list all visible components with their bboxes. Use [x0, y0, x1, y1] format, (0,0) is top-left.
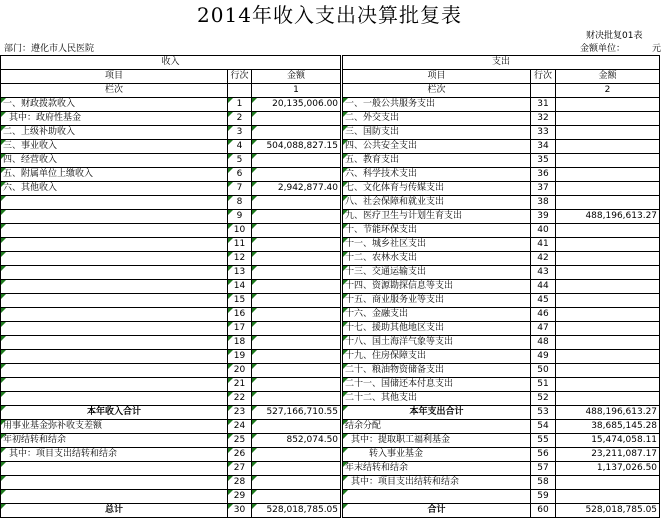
expense-item: 二、外交支出 [342, 112, 531, 126]
table-row [1, 448, 660, 462]
expense-amount [556, 392, 660, 406]
income-item: 其中：项目支出结转和结余 [1, 448, 228, 462]
expense-item: 二十二、其他支出 [342, 392, 531, 406]
expense-row-number: 33 [531, 126, 556, 140]
income-row-number: 11 [228, 238, 252, 252]
income-amount [252, 490, 342, 504]
expense-row-number: 54 [531, 420, 556, 434]
income-item: 一、财政拨款收入 [1, 98, 228, 112]
income-row-number: 22 [228, 392, 252, 406]
income-row-number: 5 [228, 154, 252, 168]
income-amount [252, 224, 342, 238]
form-code: 财决批复01表 [586, 31, 643, 41]
income-item: 其中：政府性基金 [1, 112, 228, 126]
expense-item: 九、医疗卫生与计划生育支出 [342, 210, 531, 224]
table-row [1, 504, 660, 518]
table-row [1, 336, 660, 350]
income-rowno-header: 行次 [228, 70, 252, 84]
expense-amount [556, 224, 660, 238]
table-row [1, 476, 660, 490]
income-item: 三、事业收入 [1, 140, 228, 154]
income-item [1, 378, 228, 392]
expense-item: 其中：项目支出结转和结余 [342, 476, 531, 490]
table-row [1, 406, 660, 420]
table-row [1, 196, 660, 210]
income-row-number: 23 [228, 406, 252, 420]
table-row [1, 252, 660, 266]
expense-item [342, 490, 531, 504]
expense-row-number: 39 [531, 210, 556, 224]
expense-amount [556, 322, 660, 336]
income-item [1, 294, 228, 308]
table-row [1, 350, 660, 364]
income-item [1, 336, 228, 350]
expense-item: 十五、商业服务业等支出 [342, 294, 531, 308]
expense-row-number: 52 [531, 392, 556, 406]
income-col-index: 1 [252, 84, 342, 98]
expense-item: 四、公共安全支出 [342, 140, 531, 154]
income-item [1, 266, 228, 280]
income-row-number: 27 [228, 462, 252, 476]
expense-item: 十三、交通运输支出 [342, 266, 531, 280]
expense-amount [556, 280, 660, 294]
expense-amount [556, 126, 660, 140]
table-row [1, 392, 660, 406]
income-item [1, 364, 228, 378]
expense-row-number: 42 [531, 252, 556, 266]
income-item [1, 252, 228, 266]
income-row-number: 25 [228, 434, 252, 448]
income-row-number: 21 [228, 378, 252, 392]
report-title: 2014年收入支出决算批复表 [197, 3, 462, 27]
income-item [1, 280, 228, 294]
expense-item: 十八、国土海洋气象等支出 [342, 336, 531, 350]
expense-row-number: 49 [531, 350, 556, 364]
income-item [1, 238, 228, 252]
expense-item: 十六、金融支出 [342, 308, 531, 322]
income-item [1, 462, 228, 476]
income-row-number: 18 [228, 336, 252, 350]
expense-item: 结余分配 [342, 420, 531, 434]
expense-amount [556, 350, 660, 364]
income-row-number: 30 [228, 504, 252, 518]
income-item: 总计 [1, 504, 228, 518]
expense-amount [556, 182, 660, 196]
income-row-number: 9 [228, 210, 252, 224]
income-item [1, 224, 228, 238]
table-row [1, 238, 660, 252]
income-row-number: 10 [228, 224, 252, 238]
table-row [1, 224, 660, 238]
expense-item: 二十一、国储还本付息支出 [342, 378, 531, 392]
income-item: 年初结转和结余 [1, 434, 228, 448]
expense-item: 本年支出合计 [342, 406, 531, 420]
income-row-number: 28 [228, 476, 252, 490]
expense-lanci-blank [531, 84, 556, 98]
income-row-number: 26 [228, 448, 252, 462]
expense-item: 合计 [342, 504, 531, 518]
expense-col-index: 2 [556, 84, 660, 98]
expense-row-number: 44 [531, 280, 556, 294]
income-item [1, 322, 228, 336]
income-row-number: 4 [228, 140, 252, 154]
income-row-number: 17 [228, 322, 252, 336]
income-row-number: 24 [228, 420, 252, 434]
expense-amount: 15,474,058.11 [556, 434, 660, 448]
income-row-number: 29 [228, 490, 252, 504]
income-lanci-blank [228, 84, 252, 98]
income-amount: 504,088,827.15 [252, 140, 342, 154]
expense-amount [556, 238, 660, 252]
expense-row-number: 50 [531, 364, 556, 378]
income-amount [252, 336, 342, 350]
expense-row-number: 57 [531, 462, 556, 476]
income-lanci: 栏次 [1, 84, 228, 98]
table-row [1, 308, 660, 322]
expense-item: 十四、资源勘探信息等支出 [342, 280, 531, 294]
budget-table [0, 55, 660, 518]
table-row [1, 462, 660, 476]
income-amount [252, 252, 342, 266]
income-amount [252, 476, 342, 490]
expense-item: 五、教育支出 [342, 154, 531, 168]
income-item: 六、其他收入 [1, 182, 228, 196]
income-row-number: 12 [228, 252, 252, 266]
table-row [1, 490, 660, 504]
income-amount: 20,135,006.00 [252, 98, 342, 112]
expense-amount: 23,211,087.17 [556, 448, 660, 462]
expense-amount: 528,018,785.05 [556, 504, 660, 518]
income-item [1, 196, 228, 210]
expense-item: 七、文化体育与传媒支出 [342, 182, 531, 196]
income-item [1, 476, 228, 490]
income-row-number: 7 [228, 182, 252, 196]
expense-lanci: 栏次 [342, 84, 531, 98]
income-amount [252, 294, 342, 308]
expense-item: 年末结转和结余 [342, 462, 531, 476]
income-row-number: 19 [228, 350, 252, 364]
column-header-row [1, 70, 660, 84]
expense-amount [556, 154, 660, 168]
expense-row-number: 46 [531, 308, 556, 322]
income-amount [252, 280, 342, 294]
expense-item: 十、节能环保支出 [342, 224, 531, 238]
expense-item: 八、社会保障和就业支出 [342, 196, 531, 210]
income-amount [252, 196, 342, 210]
expense-item: 三、国防支出 [342, 126, 531, 140]
expense-row-number: 45 [531, 294, 556, 308]
expense-item: 二十、粮油物资储备支出 [342, 364, 531, 378]
table-row [1, 280, 660, 294]
table-row [1, 98, 660, 112]
expense-amount [556, 252, 660, 266]
income-amount [252, 308, 342, 322]
income-item [1, 350, 228, 364]
expense-item: 十一、城乡社区支出 [342, 238, 531, 252]
income-amount [252, 210, 342, 224]
expense-amount: 38,685,145.28 [556, 420, 660, 434]
table-row [1, 294, 660, 308]
income-item [1, 392, 228, 406]
expense-amount-header: 金额 [556, 70, 660, 84]
income-row-number: 14 [228, 280, 252, 294]
income-amount [252, 378, 342, 392]
table-row [1, 140, 660, 154]
income-amount [252, 420, 342, 434]
income-amount [252, 126, 342, 140]
expense-row-number: 51 [531, 378, 556, 392]
expense-row-number: 53 [531, 406, 556, 420]
expense-amount [556, 168, 660, 182]
expense-item: 十二、农林水支出 [342, 252, 531, 266]
expense-amount [556, 476, 660, 490]
expense-amount [556, 364, 660, 378]
income-amount [252, 112, 342, 126]
table-row [1, 322, 660, 336]
expense-row-number: 47 [531, 322, 556, 336]
income-item: 本年收入合计 [1, 406, 228, 420]
income-item: 用事业基金弥补收支差额 [1, 420, 228, 434]
expense-row-number: 43 [531, 266, 556, 280]
expense-item: 其中：提取职工福利基金 [342, 434, 531, 448]
expense-row-number: 56 [531, 448, 556, 462]
unit-value: 元 [652, 44, 661, 54]
income-amount-header: 金额 [252, 70, 342, 84]
income-amount: 2,942,877.40 [252, 182, 342, 196]
income-row-number: 6 [228, 168, 252, 182]
expense-amount [556, 140, 660, 154]
table-row [1, 168, 660, 182]
expense-rowno-header: 行次 [531, 70, 556, 84]
table-row [1, 434, 660, 448]
income-amount [252, 462, 342, 476]
income-item: 四、经营收入 [1, 154, 228, 168]
expense-amount [556, 294, 660, 308]
expense-row-number: 48 [531, 336, 556, 350]
expense-amount [556, 490, 660, 504]
income-row-number: 13 [228, 266, 252, 280]
table-row [1, 154, 660, 168]
expense-amount [556, 378, 660, 392]
table-row [1, 364, 660, 378]
department-label: 部门：遵化市人民医院 [4, 44, 95, 54]
table-row [1, 112, 660, 126]
expense-row-number: 36 [531, 168, 556, 182]
expense-item: 六、科学技术支出 [342, 168, 531, 182]
expense-amount [556, 112, 660, 126]
table-row [1, 126, 660, 140]
income-header: 收入 [1, 56, 342, 70]
table-row [1, 182, 660, 196]
expense-row-number: 31 [531, 98, 556, 112]
expense-row-number: 32 [531, 112, 556, 126]
expense-item-header: 项目 [342, 70, 531, 84]
expense-item: 十七、援助其他地区支出 [342, 322, 531, 336]
income-row-number: 15 [228, 294, 252, 308]
expense-header: 支出 [342, 56, 660, 70]
table-row [1, 378, 660, 392]
income-row-number: 2 [228, 112, 252, 126]
expense-row-number: 37 [531, 182, 556, 196]
expense-row-number: 38 [531, 196, 556, 210]
income-item [1, 210, 228, 224]
expense-row-number: 55 [531, 434, 556, 448]
income-amount [252, 448, 342, 462]
expense-amount: 1,137,026.50 [556, 462, 660, 476]
expense-row-number: 60 [531, 504, 556, 518]
income-row-number: 16 [228, 308, 252, 322]
income-row-number: 3 [228, 126, 252, 140]
expense-amount [556, 308, 660, 322]
expense-item: 转入事业基金 [342, 448, 531, 462]
expense-row-number: 41 [531, 238, 556, 252]
section-header-row [1, 56, 660, 70]
expense-amount: 488,196,613.27 [556, 210, 660, 224]
income-amount [252, 238, 342, 252]
expense-row-number: 40 [531, 224, 556, 238]
income-amount [252, 266, 342, 280]
income-item: 五、附属单位上缴收入 [1, 168, 228, 182]
unit-label: 金额单位： [580, 44, 626, 54]
table-row [1, 420, 660, 434]
income-amount: 528,018,785.05 [252, 504, 342, 518]
expense-amount [556, 196, 660, 210]
expense-amount [556, 98, 660, 112]
income-row-number: 1 [228, 98, 252, 112]
income-row-number: 8 [228, 196, 252, 210]
income-amount: 852,074.50 [252, 434, 342, 448]
expense-amount [556, 266, 660, 280]
expense-row-number: 35 [531, 154, 556, 168]
expense-item: 十九、住房保障支出 [342, 350, 531, 364]
income-item [1, 490, 228, 504]
income-amount [252, 350, 342, 364]
table-row [1, 210, 660, 224]
income-amount [252, 322, 342, 336]
expense-amount: 488,196,613.27 [556, 406, 660, 420]
column-index-row [1, 84, 660, 98]
expense-row-number: 34 [531, 140, 556, 154]
income-amount [252, 154, 342, 168]
expense-amount [556, 336, 660, 350]
income-item: 二、上级补助收入 [1, 126, 228, 140]
expense-row-number: 59 [531, 490, 556, 504]
income-item-header: 项目 [1, 70, 228, 84]
expense-row-number: 58 [531, 476, 556, 490]
income-row-number: 20 [228, 364, 252, 378]
income-amount [252, 168, 342, 182]
income-item [1, 308, 228, 322]
expense-item: 一、一般公共服务支出 [342, 98, 531, 112]
income-amount [252, 392, 342, 406]
income-amount [252, 364, 342, 378]
income-amount: 527,166,710.55 [252, 406, 342, 420]
table-row [1, 266, 660, 280]
